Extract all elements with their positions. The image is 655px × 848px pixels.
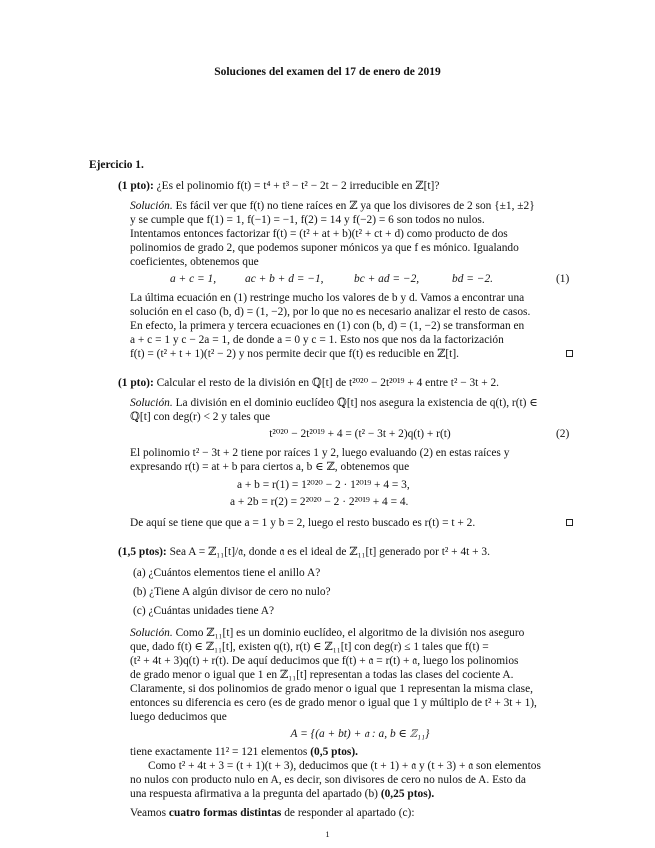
q1-equation-4: bd = −2.	[452, 273, 494, 285]
exercise-heading: Ejercicio 1.	[89, 159, 144, 171]
q2-solution-line-1	[130, 396, 538, 410]
question-1-text: ¿Es el polinomio f(t) = t⁴ + t³ − t² − 2t − 2 irreducible en ℤ[t]?	[156, 180, 440, 192]
q3-final-pre: Veamos	[130, 807, 167, 819]
q1-solution-text: Es fácil ver que f(t) no tiene raíces en ℤ ya que los divisores de 2 son {±1, ±2}	[175, 200, 535, 212]
q3-b-points: (0,25 ptos).	[380, 788, 435, 800]
qed-box	[566, 350, 573, 357]
question-1	[118, 179, 439, 193]
q3-count-line	[130, 745, 358, 759]
q2-solution-line-2: ℚ[t] con deg(r) < 2 y tales que	[130, 411, 271, 423]
qed-box	[566, 519, 573, 526]
question-1-points: (1 pto):	[118, 180, 154, 192]
q3-solution-label: Solución.	[130, 627, 173, 639]
q2-equation: t²⁰²⁰ − 2t²⁰¹⁹ + 4 = (t² − 3t + 2)q(t) + r(t)	[269, 428, 451, 440]
q2-solution-text: La división en el dominio euclídeo ℚ[t] nos asegura la existencia de q(t), r(t) ∈	[175, 397, 538, 409]
q3-solution-line-10	[130, 787, 434, 801]
q1-solution-label: Solución.	[130, 200, 173, 212]
q3-b-answer-text: una respuesta afirmativa a la pregunta del apartado (b)	[130, 788, 378, 800]
q1-solution-line-5: coeficientes, obtenemos que	[130, 256, 259, 268]
q2-equation-b: a + 2b = r(2) = 2²⁰²⁰ − 2 · 2²⁰¹⁹ + 4 = 4.	[230, 496, 409, 508]
q3-count-points: (0,5 ptos).	[310, 746, 359, 758]
q3-item-a: (a) ¿Cuántos elementos tiene el anillo A?	[133, 567, 321, 579]
question-2-text: Calcular el resto de la división en ℚ[t] de t²⁰²⁰ − 2t²⁰¹⁹ + 4 entre t² − 3t + 2.	[156, 377, 500, 389]
q3-final-bold: cuatro formas distintas	[168, 807, 282, 819]
q3-solution-line-2: que, dado f(t) ∈ ℤ₁₁[t], existen q(t), r(t) ∈ ℤ₁₁[t] con deg(r) ≤ 1 tales que f(t) =	[130, 641, 489, 653]
q1-equation-1: a + c = 1,	[170, 273, 217, 285]
q2-conclusion: De aquí se tiene que que a = 1 y b = 2, luego el resto buscado es r(t) = t + 2.	[130, 517, 476, 529]
q3-solution-line-7: luego deducimos que	[130, 711, 227, 723]
q3-solution-line-1	[130, 626, 524, 640]
q3-solution-text: Como ℤ₁₁[t] es un dominio euclídeo, el algoritmo de la división nos aseguro	[175, 627, 525, 639]
q3-item-c: (c) ¿Cuántas unidades tiene A?	[133, 605, 275, 617]
q2-solution-line-4: expresando r(t) = at + b para ciertos a, b ∈ ℤ, obtenemos que	[130, 461, 410, 473]
q3-solution-line-8: Como t² + 4t + 3 = (t + 1)(t + 3), deducimos que (t + 1) + 𝔞 y (t + 3) + 𝔞 son elementos	[148, 760, 541, 772]
q2-solution-line-3: El polinomio t² − 3t + 2 tiene por raíces 1 y 2, luego evaluando (2) en estas raíces y	[130, 447, 510, 459]
q3-final-post: de responder al apartado (c):	[284, 807, 415, 819]
page-number: 1	[325, 829, 330, 839]
q3-final-line	[130, 806, 415, 820]
q3-item-b: (b) ¿Tiene A algún divisor de cero no nulo?	[133, 586, 331, 598]
question-2	[118, 376, 499, 390]
q3-solution-line-9: no nulos con producto nulo en A, es decir, son divisores de cero no nulos de A. Esto da	[130, 774, 526, 786]
q1-solution-line-4: polinomios de grado 2, que podemos suponer mónicos ya que f es mónico. Igualando	[130, 242, 519, 254]
q1-equation-3: bc + ad = −2,	[354, 273, 420, 285]
q2-solution-label: Solución.	[130, 397, 173, 409]
q1-solution-line-2: y se cumple que f(1) = 1, f(−1) = −1, f(2) = 14 y f(−2) = 6 son todos no nulos.	[130, 214, 485, 226]
q3-count-text: tiene exactamente 11² = 121 elementos	[130, 746, 308, 758]
q1-solution-line-6: La última ecuación en (1) restringe mucho los valores de b y d. Vamos a encontrar una	[130, 292, 525, 304]
document-title: Soluciones del examen del 17 de enero de 2019	[214, 66, 441, 78]
q3-solution-line-6: entonces su diferencia es cero (es de grado menor o igual que 1 y múltiplo de t² + 3t + 1),	[130, 697, 537, 709]
question-3-points: (1,5 ptos):	[118, 546, 167, 558]
q1-equation-number: (1)	[556, 273, 570, 285]
q1-solution-line-10: f(t) = (t² + t + 1)(t² − 2) y nos permite decir que f(t) es reducible en ℤ[t].	[130, 348, 459, 360]
q2-equation-number: (2)	[556, 428, 570, 440]
q1-solution-line-8: En efecto, la primera y tercera ecuaciones en (1) con (b, d) = (1, −2) se transforman en	[130, 320, 525, 332]
question-3-text: Sea A = ℤ₁₁[t]/𝔞, donde 𝔞 es el ideal de ℤ₁₁[t] generado por t² + 4t + 3.	[169, 546, 490, 558]
q1-solution-line-9: a + c = 1 y c − 2a = 1, de donde a = 0 y c = 1. Esto nos que nos da la factorización	[130, 334, 504, 346]
q3-solution-line-5: Claramente, si dos polinomios de grado menor o igual que 1 representan la misma clase,	[130, 683, 533, 695]
q3-set-equation: A = {(a + bt) + 𝔞 : a, b ∈ ℤ₁₁}	[290, 728, 430, 740]
q1-solution-line-3: Intentamos entonces factorizar f(t) = (t² + at + b)(t² + ct + d) como producto de dos	[130, 228, 508, 240]
q3-solution-line-3: (t² + 4t + 3)q(t) + r(t). De aquí deducimos que f(t) + 𝔞 = r(t) + 𝔞, luego los polinomios	[130, 655, 519, 667]
q1-equation-2: ac + b + d = −1,	[245, 273, 324, 285]
q1-solution-line-7: solución en el caso (b, d) = (1, −2), por lo que no es necesario analizar el resto de casos.	[130, 306, 531, 318]
q3-solution-line-4: de grado menor o igual que 1 en ℤ₁₁[t] representan a todas las clases del cociente A.	[130, 669, 514, 681]
q2-equation-a: a + b = r(1) = 1²⁰²⁰ − 2 · 1²⁰¹⁹ + 4 = 3,	[237, 479, 410, 491]
question-2-points: (1 pto):	[118, 377, 154, 389]
q1-solution-line-1	[130, 199, 535, 213]
question-3	[118, 545, 490, 559]
